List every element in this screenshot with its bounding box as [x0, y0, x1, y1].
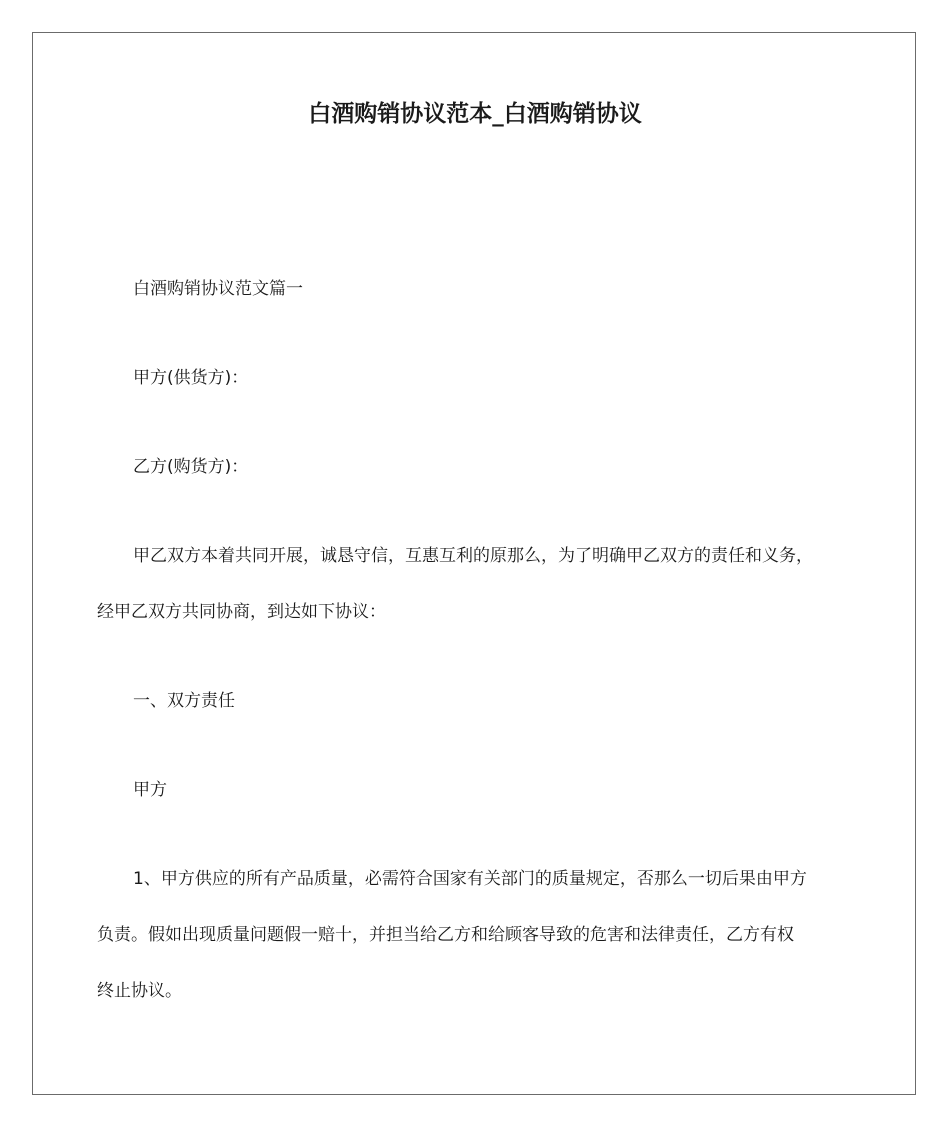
preamble-line-1: 甲乙双方本着共同开展，诚恳守信，互惠互利的原那么，为了明确甲乙双方的责任和义务，	[133, 546, 813, 566]
document-title: 白酒购销协议范本_白酒购销协议	[308, 101, 642, 127]
party-a-label: 甲方(供货方)：	[133, 368, 249, 388]
party-b-label: 乙方(购货方)：	[133, 457, 249, 477]
preamble-line-2: 经甲乙双方共同协商，到达如下协议：	[97, 602, 386, 622]
section-heading: 白酒购销协议范文篇一	[133, 279, 303, 299]
clause-1-line-3: 终止协议。	[97, 981, 182, 1001]
clause-1-line-1: 1、甲方供应的所有产品质量，必需符合国家有关部门的质量规定，否那么一切后果由甲方	[133, 869, 807, 889]
party-a-subheading: 甲方	[133, 780, 167, 800]
clause-1-line-2: 负责。假如出现质量问题假一赔十，并担当给乙方和给顾客导致的危害和法律责任，乙方有权	[97, 925, 794, 945]
clause-heading: 一、双方责任	[133, 691, 235, 711]
